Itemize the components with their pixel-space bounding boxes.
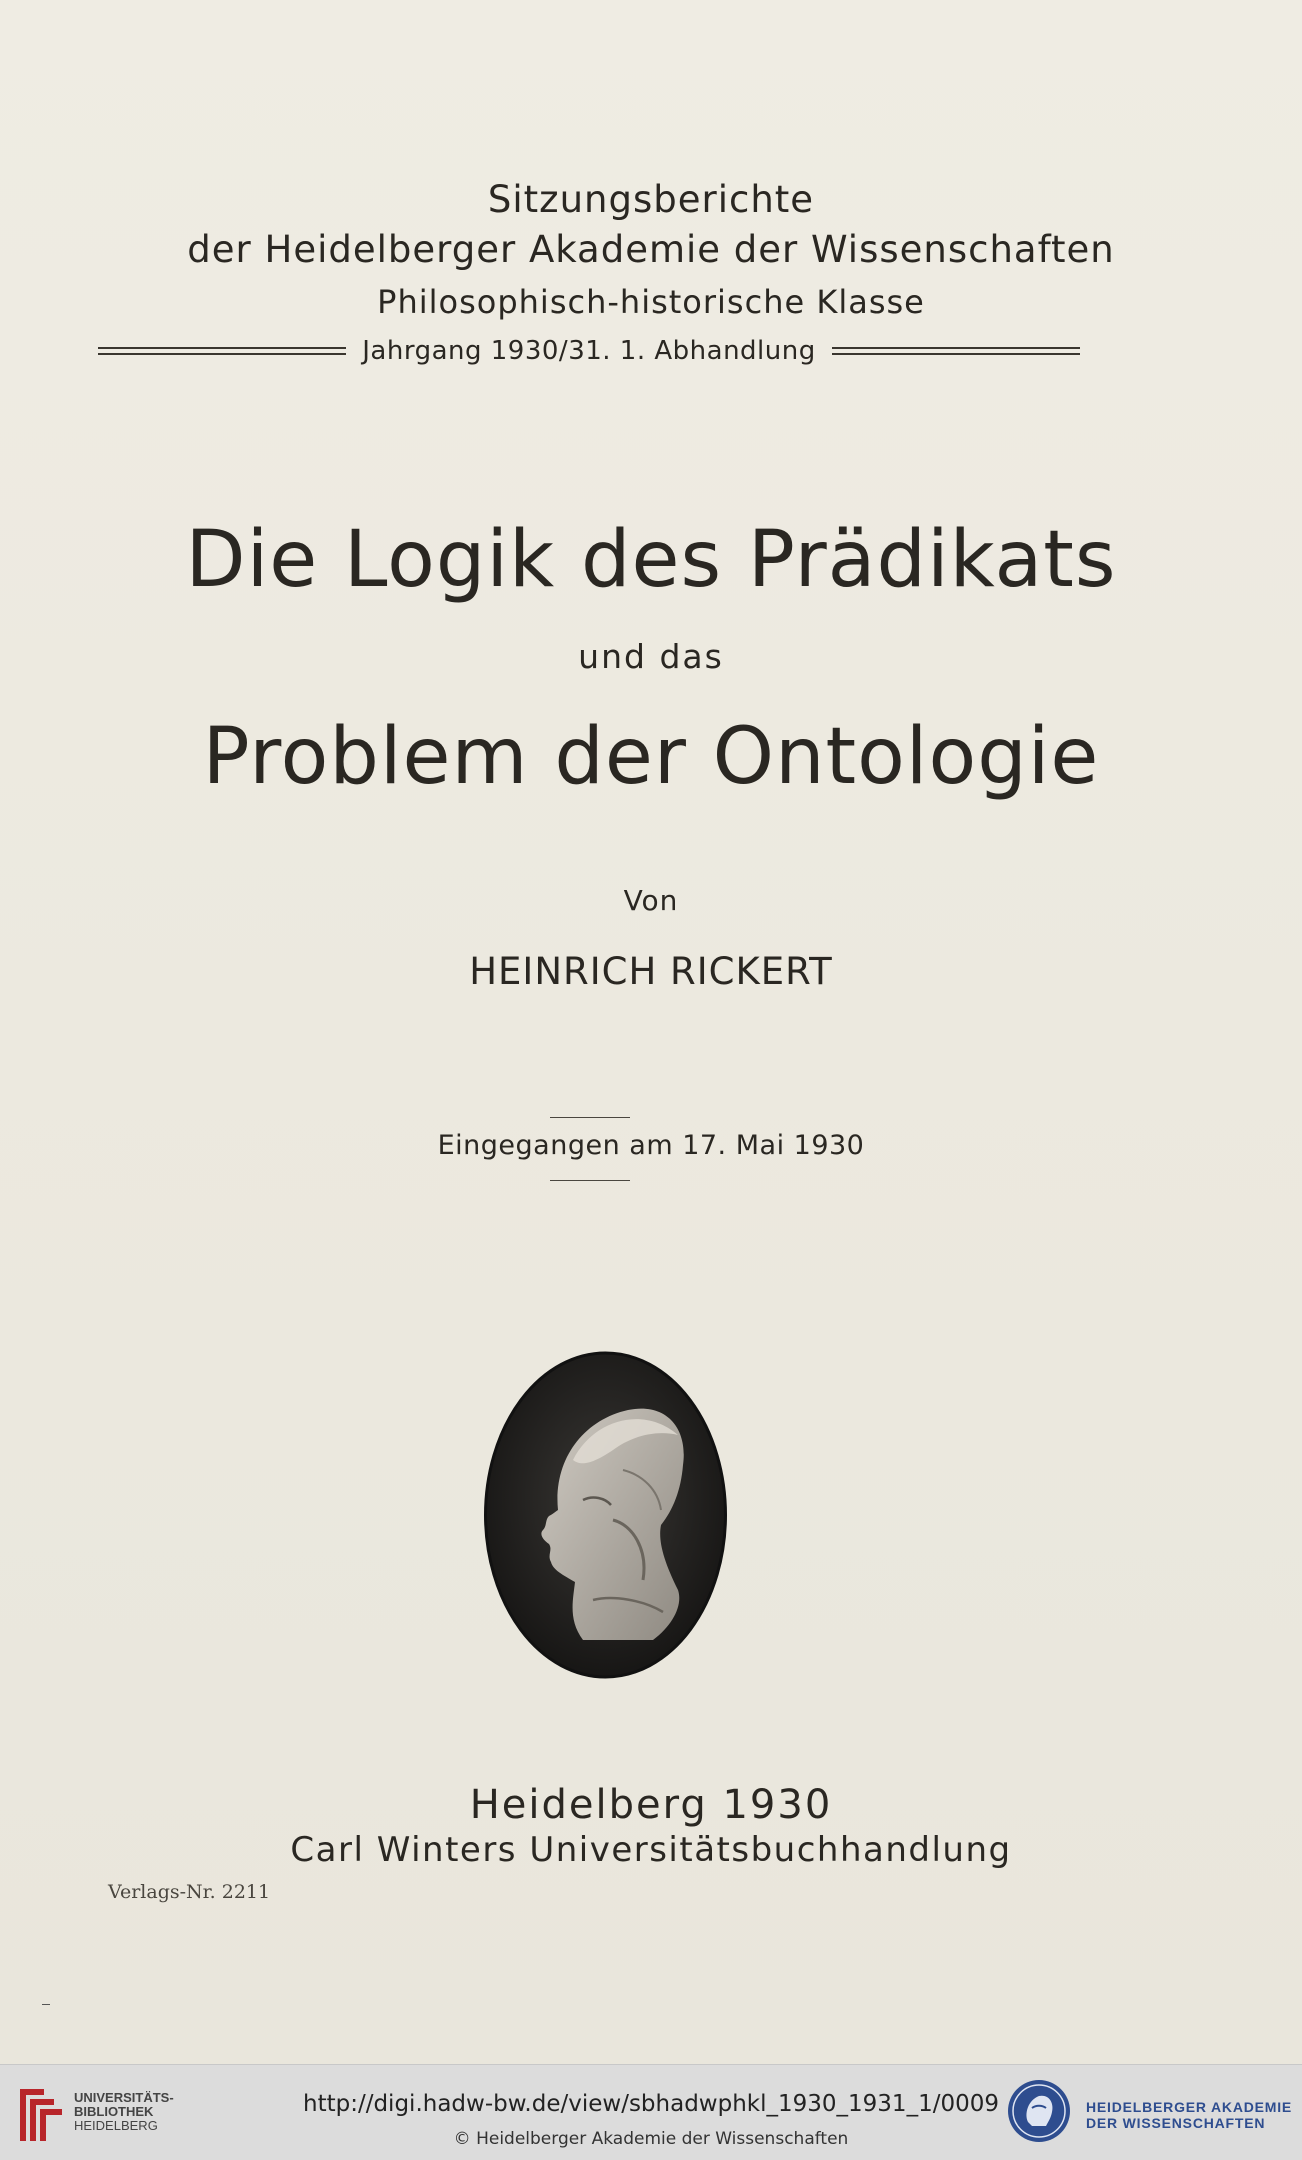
academy-name bbox=[1086, 2099, 1292, 2131]
short-rule-top bbox=[550, 1117, 630, 1118]
academy-line-2: DER WISSENSCHAFTEN bbox=[1086, 2115, 1266, 2131]
academy-seal-icon[interactable] bbox=[1006, 2078, 1072, 2144]
received-date: Eingegangen am 17. Mai 1930 bbox=[437, 1130, 865, 1161]
imprint-place-year: Heidelberg 1930 bbox=[469, 1782, 833, 1828]
publisher-number: Verlags-Nr. 2211 bbox=[108, 1881, 271, 1903]
author-prefix: Von bbox=[623, 884, 679, 917]
double-rule-right bbox=[832, 347, 1080, 355]
series-class: Philosophisch-historische Klasse bbox=[377, 283, 925, 321]
imprint-publisher: Carl Winters Universitätsbuchhandlung bbox=[290, 1830, 1012, 1870]
series-title: Sitzungsberichte bbox=[487, 178, 815, 221]
permalink-url[interactable]: http://digi.hadw-bw.de/view/sbhadwphkl_1930_1931_1/0009 bbox=[303, 2091, 999, 2117]
issue-label: Jahrgang 1930/31. 1. Abhandlung bbox=[362, 336, 816, 366]
issue-rule-row bbox=[98, 333, 1080, 369]
ub-line-1: UNIVERSITÄTS- bbox=[74, 2090, 174, 2105]
author-name: HEINRICH RICKERT bbox=[469, 950, 833, 993]
ub-line-2: BIBLIOTHEK bbox=[74, 2104, 154, 2119]
short-rule-bottom bbox=[550, 1180, 630, 1181]
series-publisher: der Heidelberger Akademie der Wissenschaften bbox=[187, 228, 1115, 271]
athena-head-medallion-icon bbox=[483, 1350, 728, 1680]
title-connector: und das bbox=[578, 637, 724, 676]
copyright-notice: © Heidelberger Akademie der Wissenschaften bbox=[453, 2129, 849, 2149]
ub-line-3: HEIDELBERG bbox=[74, 2118, 158, 2133]
double-rule-left bbox=[98, 347, 346, 355]
main-title: Die Logik des Prädikats bbox=[185, 515, 1117, 605]
academy-line-1: HEIDELBERGER AKADEMIE bbox=[1086, 2099, 1293, 2115]
viewer-footer bbox=[0, 2064, 1302, 2160]
page-mark bbox=[42, 2004, 50, 2005]
sub-title: Problem der Ontologie bbox=[202, 712, 1100, 802]
